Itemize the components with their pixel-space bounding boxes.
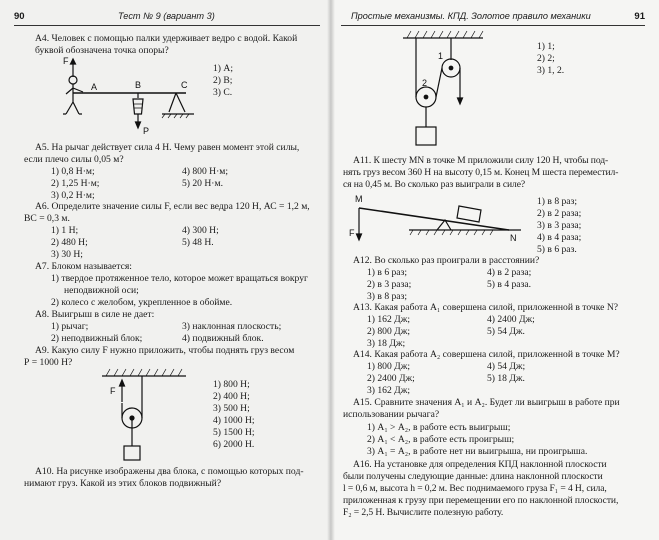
lower-pulley-axle bbox=[424, 95, 428, 99]
question-a8: А8. Выигрыш в силе не дает: bbox=[35, 309, 155, 320]
a15-option-3: 3) А₁ = А₂, в работе нет ни выигрыша, ни проигрыша. bbox=[367, 446, 588, 457]
a14-option-4: 4) 54 Дж; bbox=[487, 361, 526, 372]
question-a11-line3: ся на 0,45 м. Во сколько раз выиграли в силе? bbox=[343, 179, 526, 190]
label-1: 1 bbox=[438, 51, 444, 61]
a12-option-2: 2) в 3 раза; bbox=[367, 279, 412, 290]
question-a16-line1: А16. На установке для определения КПД наклонной плоскости bbox=[353, 459, 607, 470]
load-box bbox=[416, 127, 436, 145]
a13-option-3: 3) 18 Дж; bbox=[367, 338, 406, 349]
a6-option-5: 5) 48 Н. bbox=[182, 237, 214, 248]
load-box bbox=[457, 206, 481, 222]
label-f: F bbox=[63, 56, 69, 66]
running-title: Тест № 9 (вариант 3) bbox=[118, 11, 215, 21]
question-a10-line1: А10. На рисунке изображены два блока, с помощью которых под- bbox=[35, 466, 304, 477]
question-a12: А12. Во сколько раз проиграли в расстоянии? bbox=[353, 255, 540, 266]
a9-option-1: 1) 800 Н; bbox=[213, 379, 250, 390]
a5-option-5: 5) 20 Н·м. bbox=[182, 178, 223, 189]
book-spine-shadow bbox=[327, 0, 335, 540]
a13-option-5: 5) 54 Дж. bbox=[487, 326, 525, 337]
pull-force-arrow-head bbox=[120, 380, 125, 386]
a14-option-3: 3) 162 Дж; bbox=[367, 385, 411, 396]
a6-option-1: 1) 1 Н; bbox=[51, 225, 79, 236]
a8-option-4: 4) подвижный блок. bbox=[182, 333, 264, 344]
a13-option-4: 4) 2400 Дж; bbox=[487, 314, 535, 325]
a5-option-3: 3) 0,2 Н·м; bbox=[51, 190, 95, 201]
a11-option-1: 1) в 8 раз; bbox=[537, 196, 578, 207]
question-a11-line2: нять груз весом 360 Н на высоту 0,15 м. Конец М шеста переместил- bbox=[343, 167, 619, 178]
rope-middle bbox=[436, 68, 442, 97]
a9-option-2: 2) 400 Н; bbox=[213, 391, 250, 402]
bucket bbox=[133, 99, 143, 114]
a6-option-3: 3) 30 Н; bbox=[51, 249, 83, 260]
weight-arrow-head bbox=[136, 122, 141, 128]
label-2: 2 bbox=[422, 78, 428, 88]
a13-option-1: 1) 162 Дж; bbox=[367, 314, 411, 325]
label-c: C bbox=[181, 80, 188, 90]
question-a14: А14. Какая работа А₂ совершена силой, приложенной в точке М? bbox=[353, 349, 620, 360]
a14-option-5: 5) 18 Дж. bbox=[487, 373, 525, 384]
a9-option-3: 3) 500 Н; bbox=[213, 403, 250, 414]
a11-option-5: 5) в 6 раз. bbox=[537, 244, 577, 255]
question-a16-line2: были получены следующие данные: длина наклонной плоскости bbox=[343, 471, 603, 482]
question-a9-line1: А9. Какую силу F нужно приложить, чтобы поднять груз весом bbox=[35, 345, 295, 356]
a7-option-2: 2) колесо с желобом, укрепленное в обойме. bbox=[51, 297, 233, 308]
a9-option-6: 6) 2000 Н. bbox=[213, 439, 255, 450]
a11-option-4: 4) в 4 раза; bbox=[537, 232, 582, 243]
running-title: Простые механизмы. КПД. Золотое правило механики bbox=[351, 11, 591, 21]
question-a10-line2: нимают груз. Какой из этих блоков подвижный? bbox=[24, 478, 222, 489]
a5-option-1: 1) 0,8 Н·м; bbox=[51, 166, 95, 177]
question-a5-line2: если плечо силы 0,05 м? bbox=[24, 154, 124, 165]
person-head bbox=[69, 76, 77, 84]
a12-option-1: 1) в 6 раз; bbox=[367, 267, 408, 278]
right-page bbox=[331, 0, 659, 540]
question-a6-line1: А6. Определите значение силы F, если вес ведра 120 Н, АС = 1,2 м, bbox=[35, 201, 310, 212]
a4-option-2: 2) В; bbox=[213, 75, 233, 86]
page-number: 91 bbox=[634, 11, 645, 22]
a14-option-1: 1) 800 Дж; bbox=[367, 361, 411, 372]
force-arrow-head bbox=[71, 59, 76, 64]
a11-option-3: 3) в 3 раза; bbox=[537, 220, 582, 231]
two-pulley-figure bbox=[399, 30, 489, 160]
load-box bbox=[124, 446, 140, 460]
right-page-header bbox=[341, 11, 645, 26]
a6-option-4: 4) 300 Н; bbox=[182, 225, 219, 236]
page-number: 90 bbox=[14, 11, 25, 22]
question-a5-line1: А5. На рычаг действует сила 4 Н. Чему равен момент этой силы, bbox=[35, 142, 300, 153]
a8-option-3: 3) наклонная плоскость; bbox=[182, 321, 282, 332]
question-a7: А7. Блоком называется: bbox=[35, 261, 132, 272]
a12-option-3: 3) в 8 раз; bbox=[367, 291, 408, 302]
question-a13: А13. Какая работа А₁ совершена силой, приложенной в точке N? bbox=[353, 302, 619, 313]
a15-option-2: 2) А₁ < А₂, в работе есть проигрыш; bbox=[367, 434, 515, 445]
support-tripod bbox=[169, 93, 185, 112]
question-a16-line4: приложенная к грузу при перемещении его по наклонной плоскости, bbox=[343, 495, 619, 506]
a12-option-4: 4) в 2 раза; bbox=[487, 267, 532, 278]
a9-option-5: 5) 1500 Н; bbox=[213, 427, 255, 438]
question-a9-line2: Р = 1000 Н? bbox=[24, 357, 73, 368]
upper-pulley-axle bbox=[449, 66, 453, 70]
question-a15-line1: А15. Сравните значения А₁ и А₂. Будет ли выигрыш в работе при bbox=[353, 397, 620, 408]
a14-option-2: 2) 2400 Дж; bbox=[367, 373, 415, 384]
ground-hatching bbox=[410, 230, 493, 235]
a5-option-4: 4) 800 Н·м; bbox=[182, 166, 229, 177]
label-f: F bbox=[110, 386, 116, 396]
a8-option-2: 2) неподвижный блок; bbox=[51, 333, 143, 344]
a10-option-3: 3) 1, 2. bbox=[537, 65, 565, 76]
a13-option-2: 2) 800 Дж; bbox=[367, 326, 411, 337]
question-a16-line5: F₂ = 2,5 Н. Вычислите полезную работу. bbox=[343, 507, 504, 518]
bucket-ribs bbox=[134, 104, 142, 108]
question-a4-line1: А4. Человек с помощью палки удерживает ведро с водой. Какой bbox=[35, 33, 298, 44]
ceiling-hatching bbox=[407, 31, 483, 38]
inclined-lever-figure bbox=[349, 192, 524, 252]
lever-bucket-figure bbox=[58, 58, 198, 138]
movable-pulley-figure bbox=[82, 368, 202, 468]
a10-option-2: 2) 2; bbox=[537, 53, 555, 64]
a4-option-1: 1) А; bbox=[213, 63, 233, 74]
a7-option-1a: 1) твердое протяженное тело, которое может вращаться вокруг bbox=[51, 273, 308, 284]
a15-option-1: 1) А₁ > А₂, в работе есть выигрыш; bbox=[367, 422, 511, 433]
question-a15-line2: использовании рычага? bbox=[343, 409, 440, 420]
a12-option-5: 5) в 4 раза. bbox=[487, 279, 532, 290]
label-f: F bbox=[349, 228, 355, 238]
label-m: M bbox=[355, 194, 363, 204]
question-a6-line2: ВС = 0,3 м. bbox=[24, 213, 70, 224]
person-body bbox=[63, 84, 83, 114]
question-a4-line2: буквой обозначена точка опоры? bbox=[35, 45, 169, 56]
ceiling-hatching bbox=[106, 369, 182, 376]
a9-option-4: 4) 1000 Н; bbox=[213, 415, 255, 426]
a4-option-3: 3) С. bbox=[213, 87, 233, 98]
left-page-header bbox=[14, 11, 320, 26]
pole-mn bbox=[359, 208, 509, 230]
label-a: A bbox=[91, 82, 98, 92]
question-a16-line3: l = 0,6 м, высота h = 0,2 м. Вес поднимаемого груза F₁ = 4 Н, сила, bbox=[343, 483, 607, 494]
a7-option-1b: неподвижной оси; bbox=[64, 285, 139, 296]
a8-option-1: 1) рычаг; bbox=[51, 321, 89, 332]
rope-arrow-head bbox=[458, 98, 463, 104]
label-p: P bbox=[143, 126, 150, 136]
a5-option-2: 2) 1,25 Н·м; bbox=[51, 178, 100, 189]
force-arrow-head bbox=[357, 234, 362, 240]
question-a11-line1: А11. К шесту MN в точке М приложили силу 120 Н, чтобы под- bbox=[353, 155, 609, 166]
a6-option-2: 2) 480 Н; bbox=[51, 237, 88, 248]
a10-option-1: 1) 1; bbox=[537, 41, 555, 52]
label-n: N bbox=[510, 233, 517, 243]
a11-option-2: 2) в 2 раза; bbox=[537, 208, 582, 219]
label-b: B bbox=[135, 80, 142, 90]
